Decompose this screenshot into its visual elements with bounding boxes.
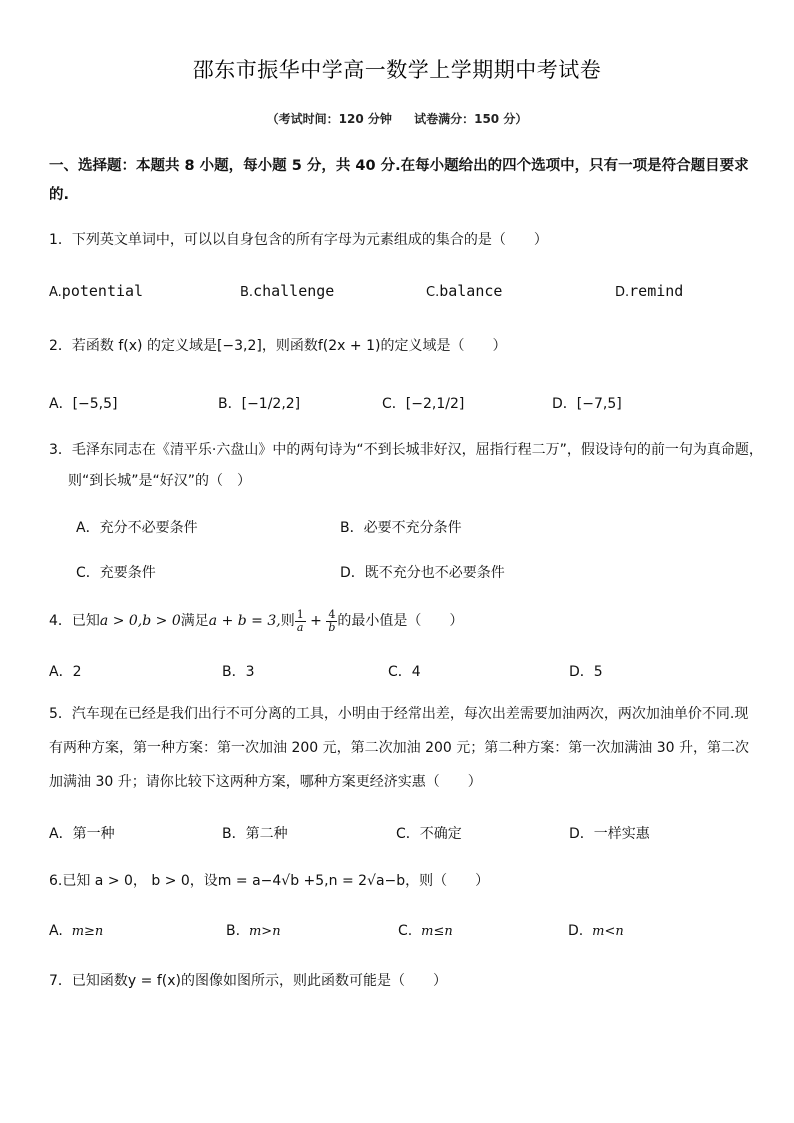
q2-option-c[interactable]: C．[−2,1/2] [382,396,465,412]
question-3-stem: 3．毛泽东同志在《清平乐·六盘山》中的两句诗为“不到长城非好汉，屈指行程二万”，假设诗句的前一句为真命题， [49,442,763,458]
q5-option-d[interactable]: D．一样实惠 [569,826,650,842]
q6-option-d[interactable]: D. m<n [568,923,624,939]
exam-subtitle [0,110,794,127]
q2-option-b[interactable]: B．[−1/2,2] [218,396,301,412]
q3-option-b[interactable]: B．必要不充分条件 [340,520,462,536]
q5-option-a[interactable]: A．第一种 [49,826,115,842]
question-7-stem: 7．已知函数y = f(x)的图像如图所示，则此函数可能是（ ） [49,973,447,989]
q5-option-c[interactable]: C．不确定 [396,826,462,842]
question-1-stem: 1．下列英文单词中，可以以自身包含的所有字母为元素组成的集合的是（ ） [49,232,548,248]
q3-option-a[interactable]: A．充分不必要条件 [76,520,198,536]
q1-option-d[interactable]: D.remind [615,282,684,300]
q2-option-a[interactable]: A．[−5,5] [49,396,118,412]
exam-title: 邵东市振华中学高一数学上学期期中考试卷 [192,58,602,82]
question-6-stem: 6.已知 a > 0， b > 0，设m = a−4√b +5,n = 2√a−b，则（ ） [49,873,490,889]
q4-option-c[interactable]: C．4 [388,664,421,680]
question-5-stem: 5．汽车现在已经是我们出行不可分离的工具，小明由于经常出差，每次出差需要加油两次，两次加油单价不同.现有两种方案，第一种方案：第一次加油 200 元，第二次加油 200 元；第二种方案：第一次加满油 30 升，第二次加满油 30 升；请你比较下这两种方案，哪种方案更经济实惠（ ） [49,706,749,790]
question-4-stem: 4．已知a > 0,b > 0满足a + b = 3,则 $\frac{1}{a}$ + $\frac{4}{b}$ 的最小值是（ ） [49,607,464,634]
q4-option-b[interactable]: B．3 [222,664,255,680]
q2-option-d[interactable]: D．[−7,5] [552,396,622,412]
q6-option-c[interactable]: C. m≤n [398,923,453,939]
q5-option-b[interactable]: B．第二种 [222,826,288,842]
exam-time: （考试时间：120 分钟 [266,112,392,126]
q1-option-a[interactable]: A.potential [49,282,144,300]
q3-option-c[interactable]: C．充要条件 [76,565,156,581]
q6-option-a[interactable]: A. m≥n [49,923,104,939]
exam-score: 试卷满分：150 分） [414,112,528,126]
q4-option-d[interactable]: D．5 [569,664,603,680]
section-heading: 一、选择题：本题共 8 小题，每小题 5 分，共 40 分.在每小题给出的四个选项中，只有一项是符合题目要求的. [49,158,749,203]
q1-option-c[interactable]: C.balance [426,282,503,300]
question-3-stem-cont: 则“到长城”是“好汉”的（ ） [68,473,252,489]
q4-option-a[interactable]: A．2 [49,664,82,680]
q3-option-d[interactable]: D．既不充分也不必要条件 [340,565,505,581]
q1-option-b[interactable]: B.challenge [240,282,335,300]
fraction-1-over-a: $\frac{1}{a}$ [296,607,304,634]
fraction-4-over-b: $\frac{4}{b}$ [328,607,336,634]
question-2-stem: 2．若函数 f(x) 的定义域是[−3,2]，则函数f(2x + 1)的定义域是（ ） [49,338,507,354]
q6-option-b[interactable]: B. m>n [226,923,281,939]
